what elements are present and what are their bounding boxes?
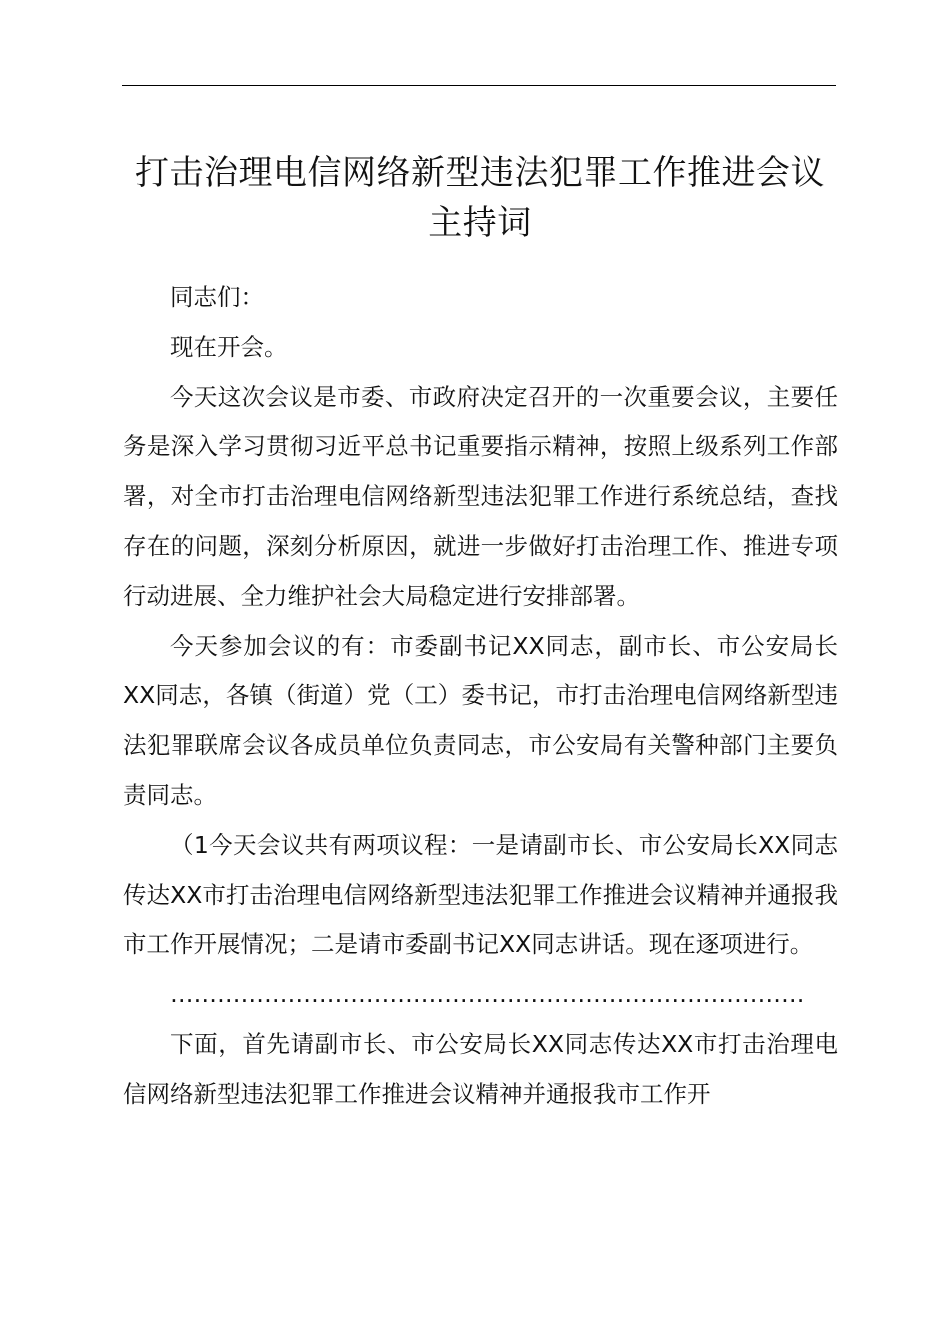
- paragraph-meeting-purpose: 今天这次会议是市委、市政府决定召开的一次重要会议，主要任务是深入学习贯彻习近平总书记重要指示精神，按照上级系列工作部署，对全市打击治理电信网络新型违法犯罪工作进行系统总结，查找存在的问题，深刻分析原因，就进一步做好打击治理工作、推进专项行动进展、全力维护社会大局稳定进行安排部署。: [123, 382, 838, 610]
- greeting: 同志们：: [170, 283, 264, 311]
- paragraph-attendees: 今天参加会议的有：市委副书记XX同志，副市长、市公安局长XX同志，各镇（街道）党（工）委书记，市打击治理电信网络新型违法犯罪联席会议各成员单位负责同志，市公安局有关警种部门主要负责同志。: [123, 631, 838, 809]
- title-line-2: 主持词: [428, 203, 532, 243]
- document-title: [110, 148, 850, 248]
- header-rule: [122, 85, 836, 86]
- title-line-1: 打击治理电信网络新型违法犯罪工作推进会议: [135, 153, 825, 193]
- opening-line: 现在开会。: [170, 332, 288, 361]
- section-separator: ………………………………………………………………………: [170, 980, 805, 1009]
- paragraph-agenda: （1今天会议共有两项议程：一是请副市长、市公安局长XX同志传达XX市打击治理电信网络新型违法犯罪工作推进会议精神并通报我市工作开展情况；二是请市委副书记XX同志讲话。现在逐项进行。: [123, 830, 838, 959]
- paragraph-first-item: 下面，首先请副市长、市公安局长XX同志传达XX市打击治理电信网络新型违法犯罪工作推进会议精神并通报我市工作开: [123, 1029, 838, 1108]
- document-body: [123, 273, 838, 1120]
